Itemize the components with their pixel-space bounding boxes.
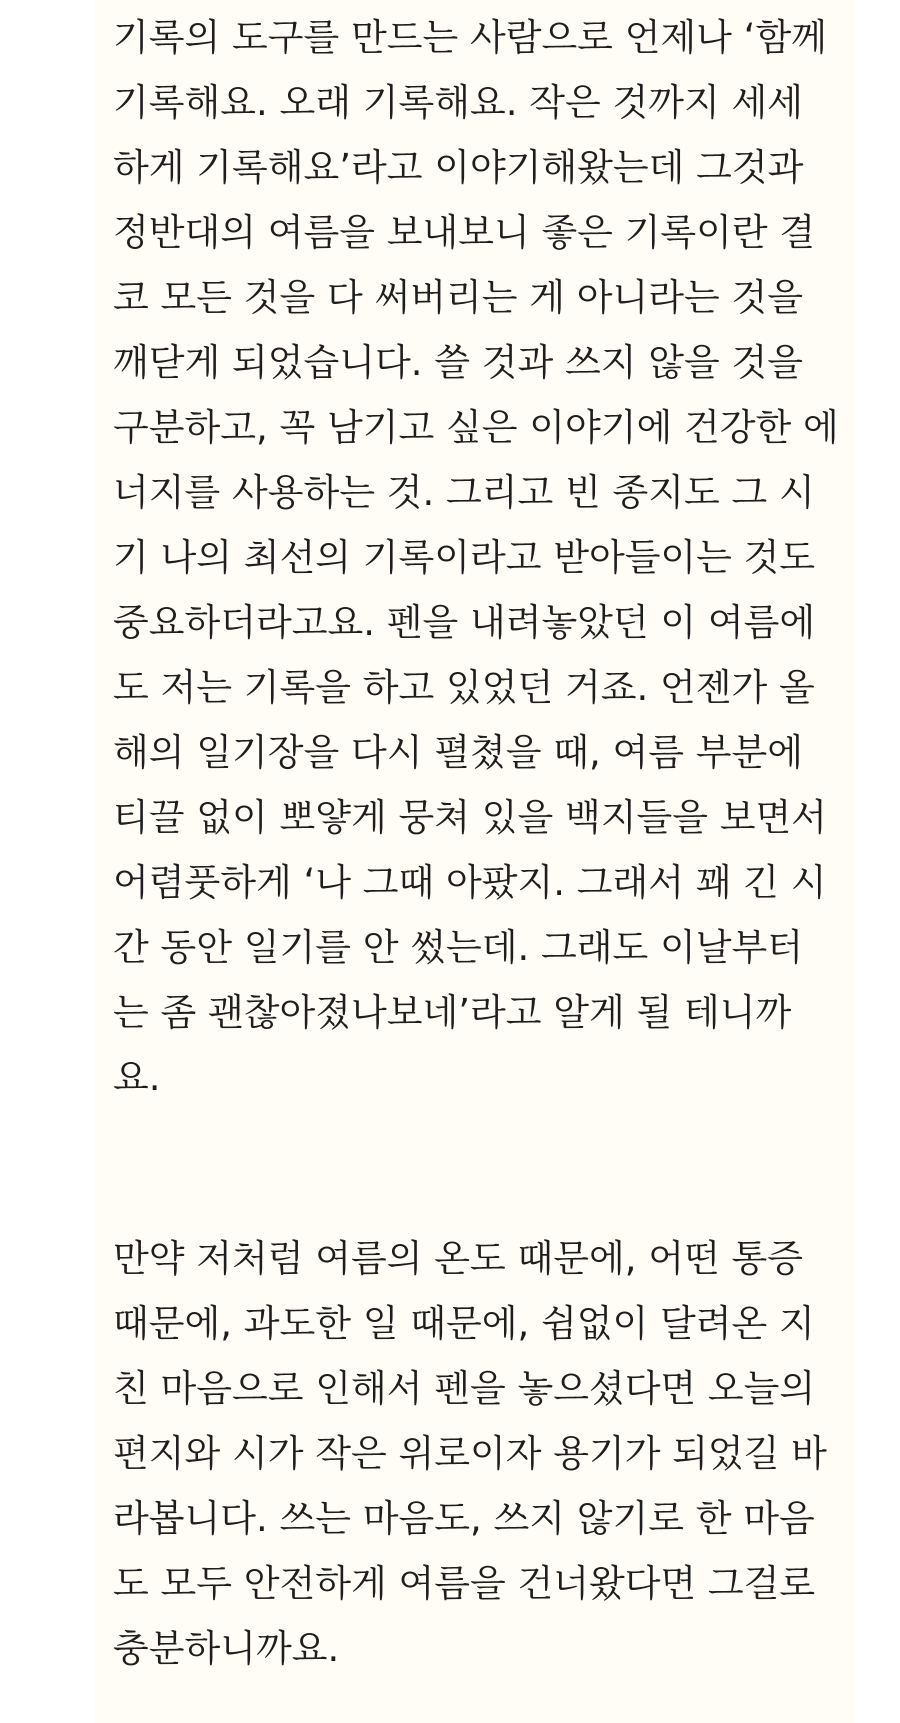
text-line: 중요하더라고요. 펜을 내려놓았던 이 여름에 xyxy=(113,601,816,644)
text-line: 편지와 시가 작은 위로이자 용기가 되었길 바 xyxy=(113,1432,827,1475)
text-line: 너지를 사용하는 것. 그리고 빈 종지도 그 시 xyxy=(113,471,815,514)
text-line: 코 모든 것을 다 써버리는 게 아니라는 것을 xyxy=(113,276,803,319)
text-line: 기록해요. 오래 기록해요. 작은 것까지 세세 xyxy=(113,81,803,124)
text-line: 해의 일기장을 다시 펼쳤을 때, 여름 부분에 xyxy=(113,731,803,774)
text-line: 라봅니다. 쓰는 마음도, 쓰지 않기로 한 마음 xyxy=(113,1497,815,1540)
paragraph-2 xyxy=(113,1226,827,1681)
text-line: 충분하니까요. xyxy=(113,1627,340,1670)
text-line: 요. xyxy=(113,1056,161,1099)
paragraph-1 xyxy=(113,5,839,1110)
text-line: 는 좀 괜찮아졌나보네’라고 알게 될 테니까 xyxy=(113,991,792,1034)
text-line: 도 저는 기록을 하고 있었던 거죠. 언젠가 올 xyxy=(113,666,815,709)
text-line: 간 동안 일기를 안 썼는데. 그래도 이날부터 xyxy=(113,926,803,969)
text-line: 때문에, 과도한 일 때문에, 쉼없이 달려온 지 xyxy=(113,1302,815,1345)
text-line: 만약 저처럼 여름의 온도 때문에, 어떤 통증 xyxy=(113,1237,803,1280)
text-line: 도 모두 안전하게 여름을 건너왔다면 그걸로 xyxy=(113,1562,816,1605)
text-line: 구분하고, 꼭 남기고 싶은 이야기에 건강한 에 xyxy=(113,406,839,449)
text-line: 기록의 도구를 만드는 사람으로 언제나 ‘함께 xyxy=(113,16,827,59)
text-line: 기 나의 최선의 기록이라고 받아들이는 것도 xyxy=(113,536,816,579)
text-line: 친 마음으로 인해서 펜을 놓으셨다면 오늘의 xyxy=(113,1367,816,1410)
text-line: 티끌 없이 뽀얗게 뭉쳐 있을 백지들을 보면서 xyxy=(113,796,827,839)
text-line: 어렴풋하게 ‘나 그때 아팠지. 그래서 꽤 긴 시 xyxy=(113,861,827,904)
text-line: 깨닫게 되었습니다. 쓸 것과 쓰지 않을 것을 xyxy=(113,341,803,384)
text-line: 하게 기록해요’라고 이야기해왔는데 그것과 xyxy=(113,146,804,189)
article-body xyxy=(95,0,855,1723)
text-line: 정반대의 여름을 보내보니 좋은 기록이란 결 xyxy=(113,211,816,254)
